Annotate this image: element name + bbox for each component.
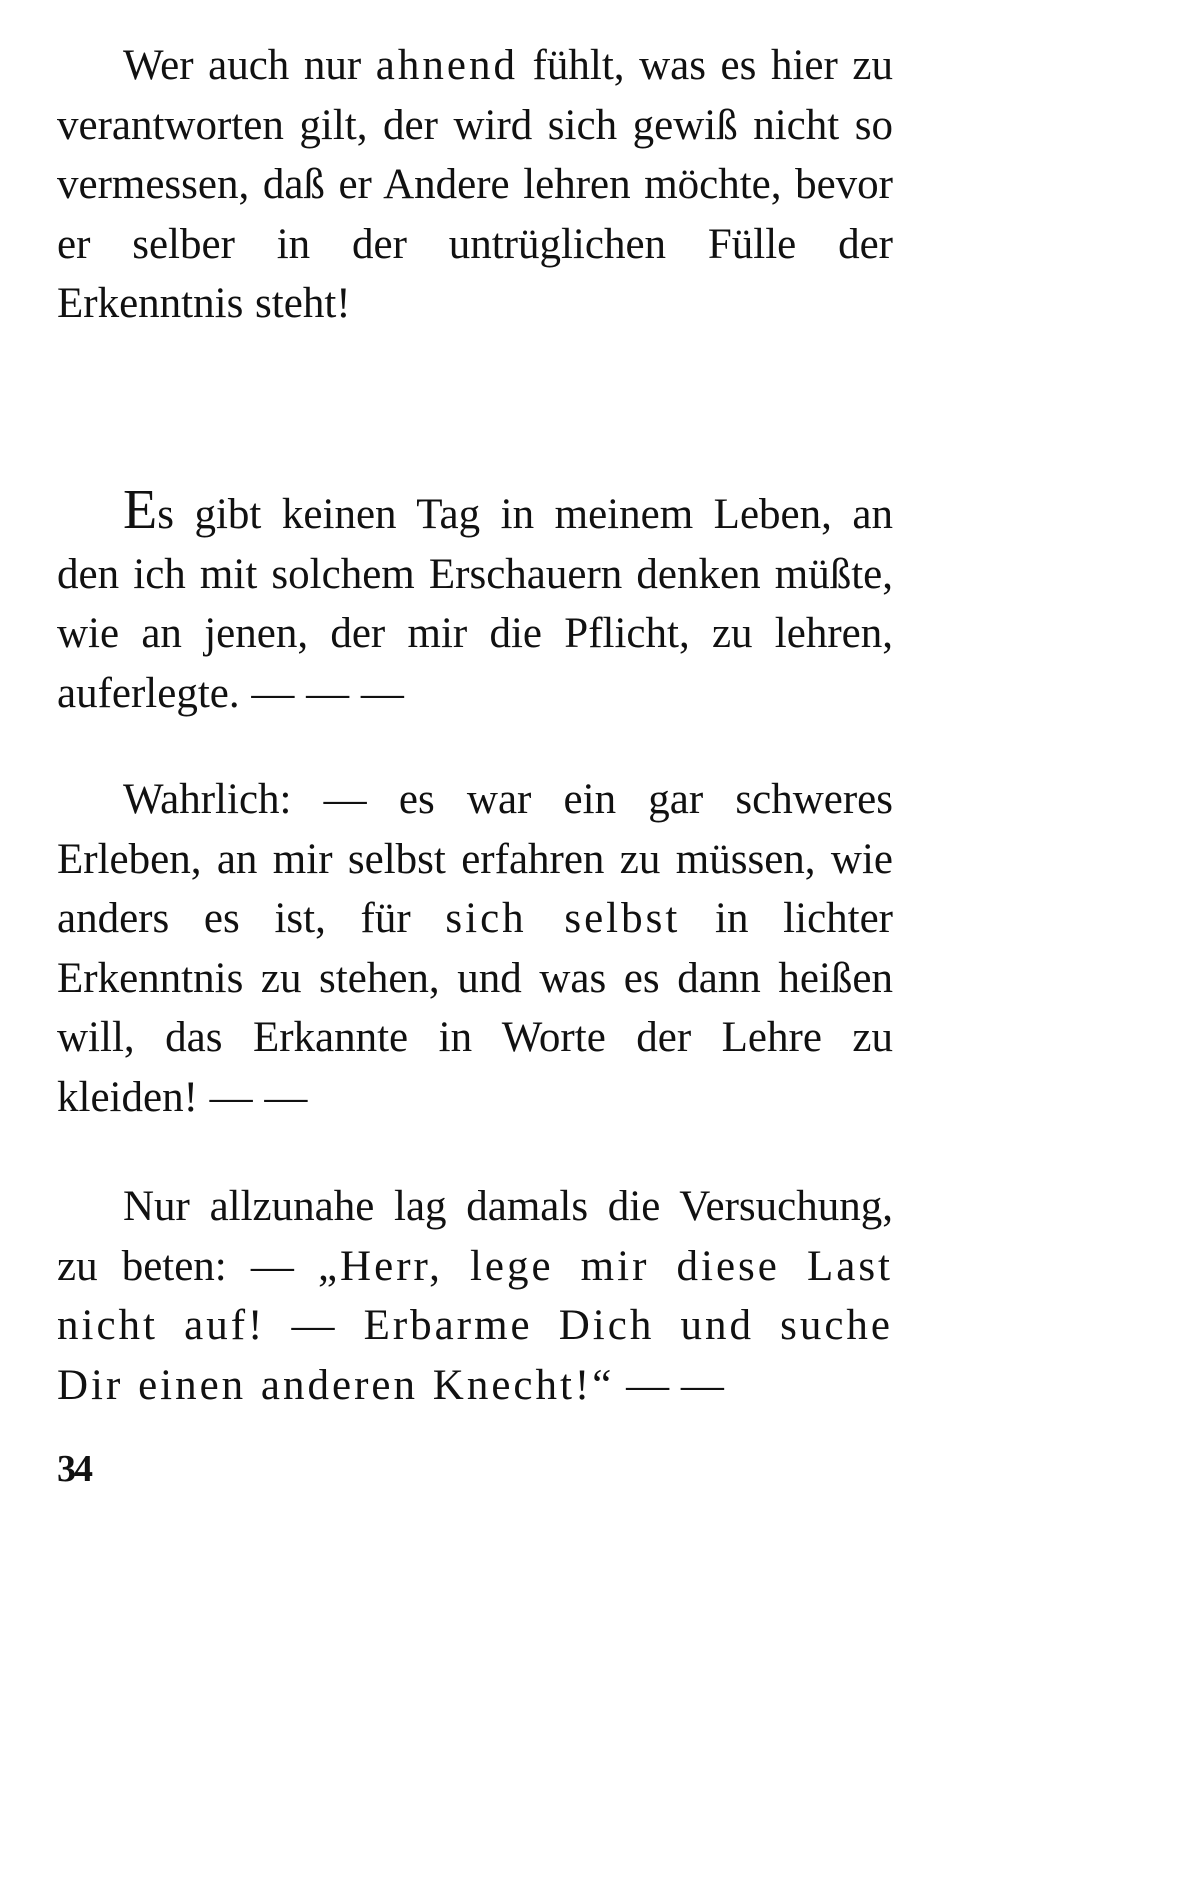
paragraph-3-lead: Wahrlich: — es war ein gar schweres Erleben, an mir selbst erfahren zu müssen, wie anders es ist, für [57, 776, 893, 942]
paragraph-2-initial-letter: E [123, 479, 158, 541]
paragraph-2 [57, 479, 893, 723]
paragraph-1-spaced-word: ahnend [375, 42, 518, 89]
paragraph-4-lead: Nur allzunahe lag damals die Versuchung, zu beten: — [57, 1183, 893, 1290]
paragraph-4 [57, 1177, 893, 1415]
paragraph-2-rest: s gibt keinen Tag in meinem Leben, an den ich mit solchem Erschauern denken müßte, wie an jenen, der mir die Pflicht, zu lehren, auferlegte. — — — [57, 491, 893, 717]
paragraph-3-spaced-phrase: sich selbst [445, 895, 681, 942]
page-content [57, 0, 893, 1571]
paragraph-1 [57, 36, 893, 334]
paragraph-1-lead: Wer auch nur [123, 42, 376, 89]
paragraph-3-rest: in lichter Erkenntnis zu stehen, und was es dann heißen will, das Erkannte in Worte der Lehre zu kleiden! — — [57, 895, 894, 1121]
paragraph-4-spaced-quote: „Herr, lege mir diese Last nicht auf! — Erbarme Dich und suche Dir einen anderen Knecht!“ [57, 1242, 893, 1409]
paragraph-3 [57, 770, 893, 1127]
page-number: 34 [57, 1448, 91, 1490]
paragraph-1-rest: fühlt, was es hier zu verantworten gilt, der wird sich gewiß nicht so vermessen, daß er Andere lehren möchte, bevor er selber in der untrüglichen Fülle der Erkenntnis steht! [57, 42, 893, 327]
paragraph-4-rest: — — [614, 1361, 724, 1409]
